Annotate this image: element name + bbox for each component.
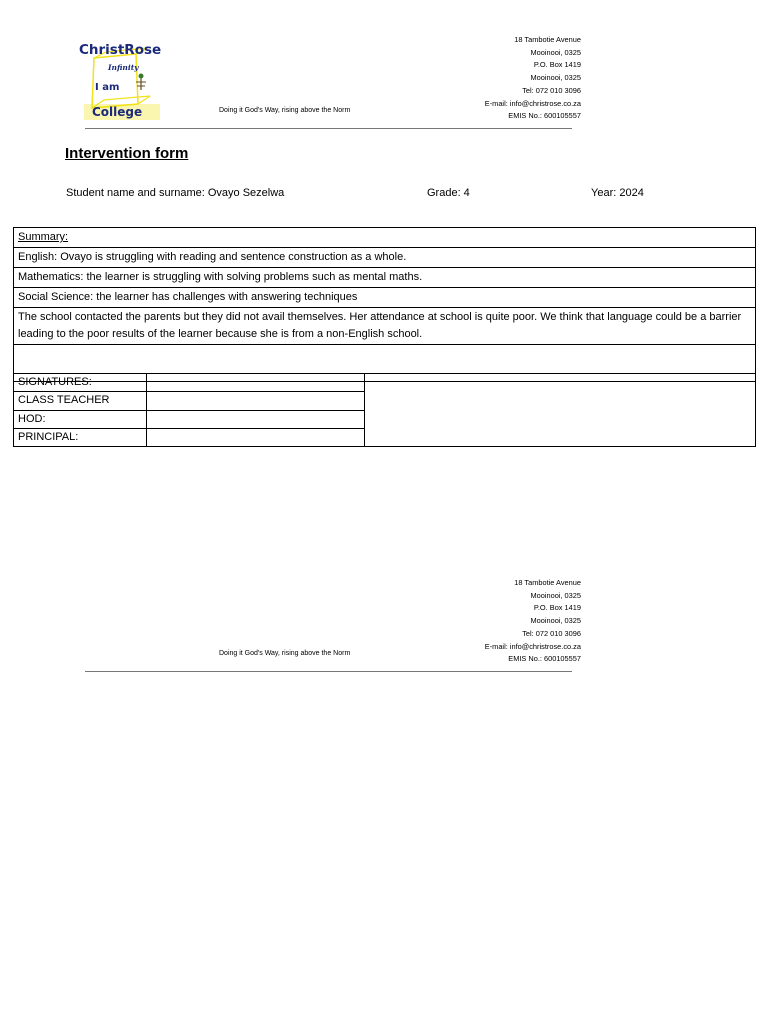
table-row (14, 288, 756, 308)
address-line: Mooinooi, 0325 (530, 73, 581, 83)
logo-bottom-text: College (92, 105, 143, 119)
signature-box (147, 410, 365, 428)
summary-mathematics-cell: Mathematics: the learner is struggling with solving problems such as mental maths. (14, 268, 756, 288)
year-field: Year: 2024 (591, 187, 644, 199)
address-line: E-mail: info@christrose.co.za (484, 641, 581, 651)
logo-middle-text: Infinity (108, 63, 139, 72)
address-line: Mooinooi, 0325 (530, 616, 581, 626)
signature-box (147, 374, 365, 392)
logo-graphic (78, 38, 168, 122)
address-line: EMIS No.: 600105557 (508, 654, 581, 664)
address-line: P.O. Box 1419 (533, 60, 581, 70)
grade-field: Grade: 4 (427, 187, 470, 199)
address-line: Mooinooi, 0325 (530, 47, 581, 57)
form-title: Intervention form (65, 145, 189, 162)
address-line: Tel: 072 010 3096 (522, 85, 581, 95)
logo-top-text: ChristRose (79, 42, 162, 58)
table-row (14, 374, 756, 392)
table-row (14, 268, 756, 288)
address-line: P.O. Box 1419 (533, 603, 581, 613)
summary-english-cell: English: Ovayo is struggling with reading and sentence construction as a whole. (14, 248, 756, 268)
address-line: 18 Tambotie Avenue (514, 35, 581, 44)
header-address (421, 34, 581, 123)
footer-address (421, 577, 581, 666)
address-line: EMIS No.: 600105557 (508, 111, 581, 121)
signature-box (147, 392, 365, 410)
footer-motto: Doing it God's Way, rising above the Norm (219, 650, 351, 657)
header-motto: Doing it God's Way, rising above the Norm (219, 107, 351, 114)
hod-label: HOD: (14, 410, 147, 428)
school-logo (78, 38, 168, 122)
table-row (14, 248, 756, 268)
table-row (14, 308, 756, 345)
summary-table (13, 227, 756, 382)
signature-box (147, 428, 365, 446)
address-line: Mooinooi, 0325 (530, 590, 581, 600)
signatures-label: SIGNATURES: (14, 374, 147, 392)
address-line: E-mail: info@christrose.co.za (484, 98, 581, 108)
summary-heading: Summary: (18, 231, 69, 243)
signatures-table (13, 373, 756, 447)
class-teacher-label: CLASS TEACHER (14, 392, 147, 410)
summary-social-science-cell: Social Science: the learner has challenges with answering techniques (14, 288, 756, 308)
principal-label: PRINCIPAL: (14, 428, 147, 446)
address-line: 18 Tambotie Avenue (514, 578, 581, 587)
signature-notes-area (365, 374, 756, 447)
student-name-field: Student name and surname: Ovayo Sezelwa (66, 187, 285, 199)
logo-left-text: I am (95, 82, 120, 93)
header-divider (85, 128, 572, 129)
address-line: Tel: 072 010 3096 (522, 628, 581, 638)
summary-notes-cell: The school contacted the parents but they did not avail themselves. Her attendance at school is quite poor. We think that language could be a barrier leading to the poor results of the learner because she is from a non-English school. (14, 308, 756, 345)
summary-heading-cell (14, 228, 756, 248)
table-row (14, 228, 756, 248)
footer-divider (85, 671, 572, 672)
